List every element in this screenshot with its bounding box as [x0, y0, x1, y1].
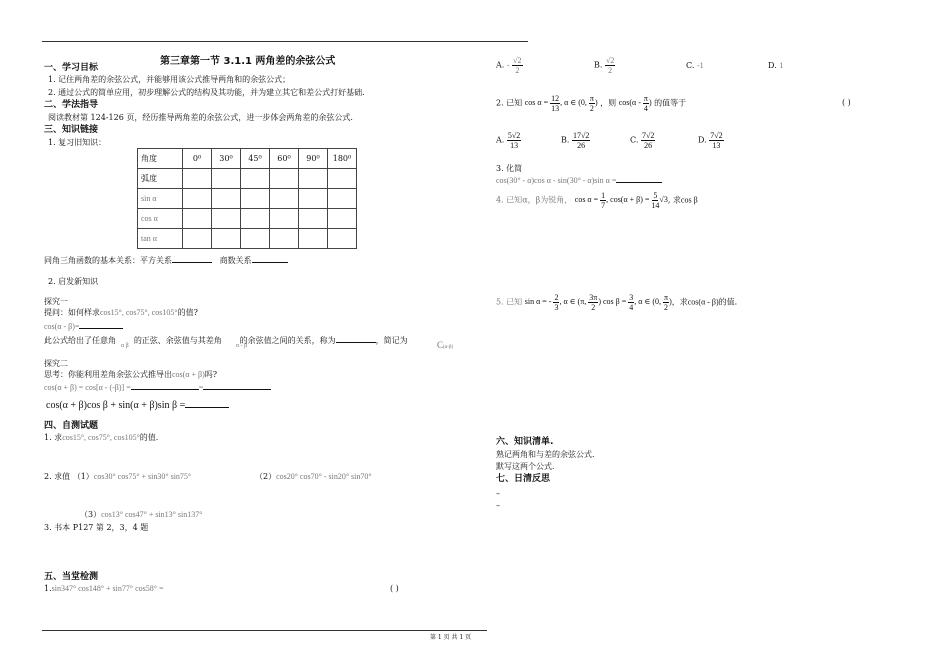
table-row — [138, 229, 357, 249]
c-index: (α-β) — [443, 345, 454, 350]
blank-derive-1[interactable] — [131, 381, 199, 390]
identity-line — [46, 399, 229, 411]
option-letter: A. — [496, 60, 505, 70]
q1-c-value: -1 — [696, 61, 704, 70]
explore-1-label: 探究一 — [44, 297, 68, 306]
trig-table — [137, 148, 357, 249]
test-1-suffix: 的值. — [139, 433, 159, 442]
test-2-part-2 — [255, 471, 372, 482]
blank-derive-2[interactable] — [203, 381, 271, 390]
question-4 — [496, 191, 698, 210]
test-2-expr-1: cos30° cos75° + sin30° sin75° — [93, 472, 192, 481]
option-letter: D. — [768, 61, 777, 70]
cos-diff-expr: cos(α - β)= — [44, 322, 80, 331]
blank-square-relation[interactable] — [172, 254, 212, 263]
q2-suffix: 的值等于 — [654, 98, 687, 108]
test-1 — [44, 432, 158, 443]
denominator: 13 — [510, 141, 519, 150]
row-label: cos α — [138, 209, 183, 229]
q3-expr: cos(30° - α)cos α - sin(30° - α)sin α = — [496, 176, 617, 185]
q2-a-fraction — [507, 131, 521, 150]
table-row — [138, 209, 357, 229]
q2-c-fraction — [641, 131, 655, 150]
row-label: tan α — [138, 229, 183, 249]
question-1-expr: cos15°, cos75°, cos105° — [100, 308, 178, 317]
q1-option-c — [686, 60, 704, 71]
test-2-label-2: （2） — [255, 472, 277, 481]
section-daily-reflection: 七、日清反思 — [496, 474, 551, 484]
test-2-expr-2: cos20° cos70° - sin20° sin70° — [276, 472, 372, 481]
q2-option-a — [496, 131, 521, 150]
test-2-label: 2. 求值 （1） — [44, 472, 94, 481]
numerator: 5√2 — [507, 131, 521, 140]
check-1-prefix: 1. — [44, 584, 52, 593]
q4-condition: cos α = $\frac{1}{7}$ , cos(α + β) = $\frac{5}{14}$ √3 — [574, 191, 668, 210]
option-letter: C. — [630, 135, 639, 145]
table-header-cell: 30⁰ — [212, 149, 241, 169]
q1-option-d — [768, 60, 783, 71]
top-rule — [42, 41, 528, 42]
think-prefix: 思考：你能利用差角余弦公式推导出 — [44, 370, 172, 379]
question-1-prefix: 提问：如何样求 — [44, 308, 100, 317]
blank-quotient-relation[interactable] — [252, 254, 288, 263]
question-2 — [496, 94, 686, 113]
question-1 — [44, 307, 198, 318]
q2-paren: ( ) — [842, 98, 851, 107]
q2-option-b — [561, 131, 590, 150]
table-header-cell: 60⁰ — [270, 149, 299, 169]
denominator: 13 — [712, 141, 721, 150]
denominator: 26 — [577, 141, 586, 150]
q1-b-fraction — [605, 56, 615, 75]
option-letter: C. — [686, 61, 695, 70]
section-study-guide: 二、学法指导 — [44, 100, 99, 110]
alpha-minus-beta-note: α - β — [236, 343, 248, 349]
table-header-cell: 45⁰ — [241, 149, 270, 169]
blank-identity[interactable] — [185, 399, 229, 408]
formula-desc-1: 此公式给出了任意角 — [44, 336, 116, 345]
blank-cos-diff[interactable] — [79, 320, 123, 329]
guide-text: 阅读教材第 124-126 页，经历推导两角差的余弦公式，进一步体会两角差的余弦公式. — [48, 113, 353, 122]
q1-a-fraction — [512, 56, 522, 75]
section-class-check: 五、当堂检测 — [44, 572, 99, 582]
blank-q3[interactable] — [616, 174, 662, 183]
section-knowledge-list: 六、知识清单. — [496, 437, 554, 447]
option-letter: B. — [561, 135, 570, 145]
numerator: √2 — [605, 56, 615, 65]
table-header-cell: 180⁰ — [328, 149, 357, 169]
q2-mid: ，则 — [600, 98, 617, 108]
check-1-expr: sin347° cos148° + sin77° cos58° = — [51, 584, 164, 593]
test-2-label-3: （3） — [80, 510, 102, 519]
q5-suffix: ，求 — [671, 297, 688, 307]
goal-1: 1. 记住两角差的余弦公式，并能够用该公式推导两角和的余弦公式； — [48, 75, 291, 84]
q2-b-fraction — [572, 131, 590, 150]
q1-option-b — [594, 56, 615, 75]
list-item: 默写这两个公式. — [496, 462, 555, 471]
question-5 — [496, 293, 737, 312]
explore-2-label: 探究二 — [44, 359, 68, 368]
table-row — [138, 189, 357, 209]
formula-desc-3: 的余弦值之间的关系，称为 — [239, 336, 336, 345]
question-3 — [496, 163, 522, 174]
question-1-suffix: 的值? — [177, 308, 198, 317]
row-label: 弧度 — [138, 169, 183, 189]
identity-expr: cos(α + β)cos β + sin(α + β)sin β = — [46, 400, 186, 411]
formula-description — [44, 334, 408, 346]
denominator: 26 — [644, 141, 653, 150]
q4-text: α，β为锐角， — [522, 195, 573, 205]
blank-formula-name[interactable] — [336, 334, 376, 343]
option-letter: A. — [496, 135, 505, 145]
test-2-part-3 — [80, 509, 202, 520]
new-knowledge-label: 2. 启发新知识 — [48, 277, 99, 286]
derive-line — [44, 381, 271, 393]
option-letter: D. — [698, 135, 707, 145]
q5-prefix: 5. 已知 — [496, 297, 523, 307]
table-header-cell: 90⁰ — [299, 149, 328, 169]
test-1-expr: cos15°, cos75°, cos105° — [62, 433, 140, 442]
numerator: 17√2 — [572, 131, 590, 140]
test-3: 3. 书本 P127 第 2，3，4 题 — [44, 523, 149, 532]
q3-prefix: 3. 化简 — [496, 164, 523, 173]
denominator: 2 — [515, 66, 520, 75]
section-learning-goals: 一、学习目标 — [44, 63, 99, 73]
c-symbol: C — [437, 340, 444, 350]
check-1 — [44, 583, 163, 594]
q4-target: cos β — [680, 195, 698, 205]
think-line — [44, 369, 217, 380]
review-label: 1. 复习旧知识： — [48, 138, 107, 147]
row-label: sin α — [138, 189, 183, 209]
q5-target: cos(α - β) — [687, 297, 719, 307]
derive-expr: cos(α + β) = cos[α - (-β)] = — [44, 383, 131, 392]
reflection-dash-1: – — [496, 489, 500, 498]
option-letter: B. — [594, 60, 603, 70]
cos-diff-line — [44, 320, 123, 332]
q1-option-a: A. - $\frac{√2}{2}$ — [496, 56, 522, 75]
q5-condition: sin α = - $\frac{2}{3}$ , α ∈ (π, $\frac{3\pi}{2}$ ) cos β = $\frac{3}{4}$ , α ∈ (0, $\frac{\pi}{2}$ ) — [524, 293, 672, 312]
formula-desc-2: 的正弦、余弦值与其差角 — [133, 336, 222, 345]
list-item: 熟记两角和与差的余弦公式. — [496, 450, 595, 459]
bottom-rule — [42, 630, 487, 631]
page-footer: 第 1 页 共 1 页 — [430, 634, 472, 641]
q2-d-fraction — [709, 131, 723, 150]
q2-option-d — [698, 131, 724, 150]
q1-d-value: 1 — [779, 61, 784, 70]
table-header-cell: 角度 — [138, 149, 183, 169]
c-subscript — [437, 340, 453, 350]
section-self-test: 四、自测试题 — [44, 421, 99, 431]
test-2-expr-3: cos13° cos47° + sin13° sin137° — [101, 510, 203, 519]
q2-prefix: 2. 已知 — [496, 98, 523, 108]
derive-eq: = — [198, 383, 204, 392]
check-1-paren: ( ) — [390, 584, 399, 593]
q4-prefix: 4. 已知 — [496, 195, 523, 205]
test-2 — [44, 471, 191, 482]
numerator: 7√2 — [710, 131, 723, 140]
q2-expr: cos(α - $\frac{\pi}{4}$ ) — [618, 94, 652, 113]
q5-end: 的值. — [718, 297, 738, 307]
reflection-dash-2: – — [496, 501, 500, 510]
think-expr: cos(α + β) — [172, 370, 205, 379]
basic-relations — [44, 254, 288, 266]
q4-suffix: , 求 — [667, 195, 681, 205]
numerator: 7√2 — [641, 131, 655, 140]
section-knowledge-link: 三、知识链接 — [44, 125, 99, 135]
trig-table-header — [138, 149, 357, 169]
numerator: √2 — [513, 56, 522, 65]
denominator: 2 — [608, 66, 613, 75]
formula-desc-4: ，简记为 — [375, 336, 408, 345]
alpha-beta-note: α β — [121, 343, 129, 349]
think-suffix: 吗? — [204, 370, 218, 379]
q3-line — [496, 174, 662, 186]
test-1-prefix: 1. 求 — [44, 433, 63, 442]
q2-option-c — [630, 131, 655, 150]
relations-prefix: 同角三角函数的基本关系：平方关系 — [44, 256, 172, 265]
page-title: 第三章第一节 3.1.1 两角差的余弦公式 — [160, 56, 336, 67]
relations-mid: 商数关系 — [219, 256, 252, 265]
table-row — [138, 169, 357, 189]
q2-condition: cos α = $\frac{12}{13}$ , α ∈ (0, $\frac{\pi}{2}$ ) — [524, 94, 598, 113]
table-header-cell: 0⁰ — [183, 149, 212, 169]
goal-2: 2. 通过公式的简单应用，初步理解公式的结构及其功能，并为建立其它和差公式打好基础. — [48, 88, 365, 97]
